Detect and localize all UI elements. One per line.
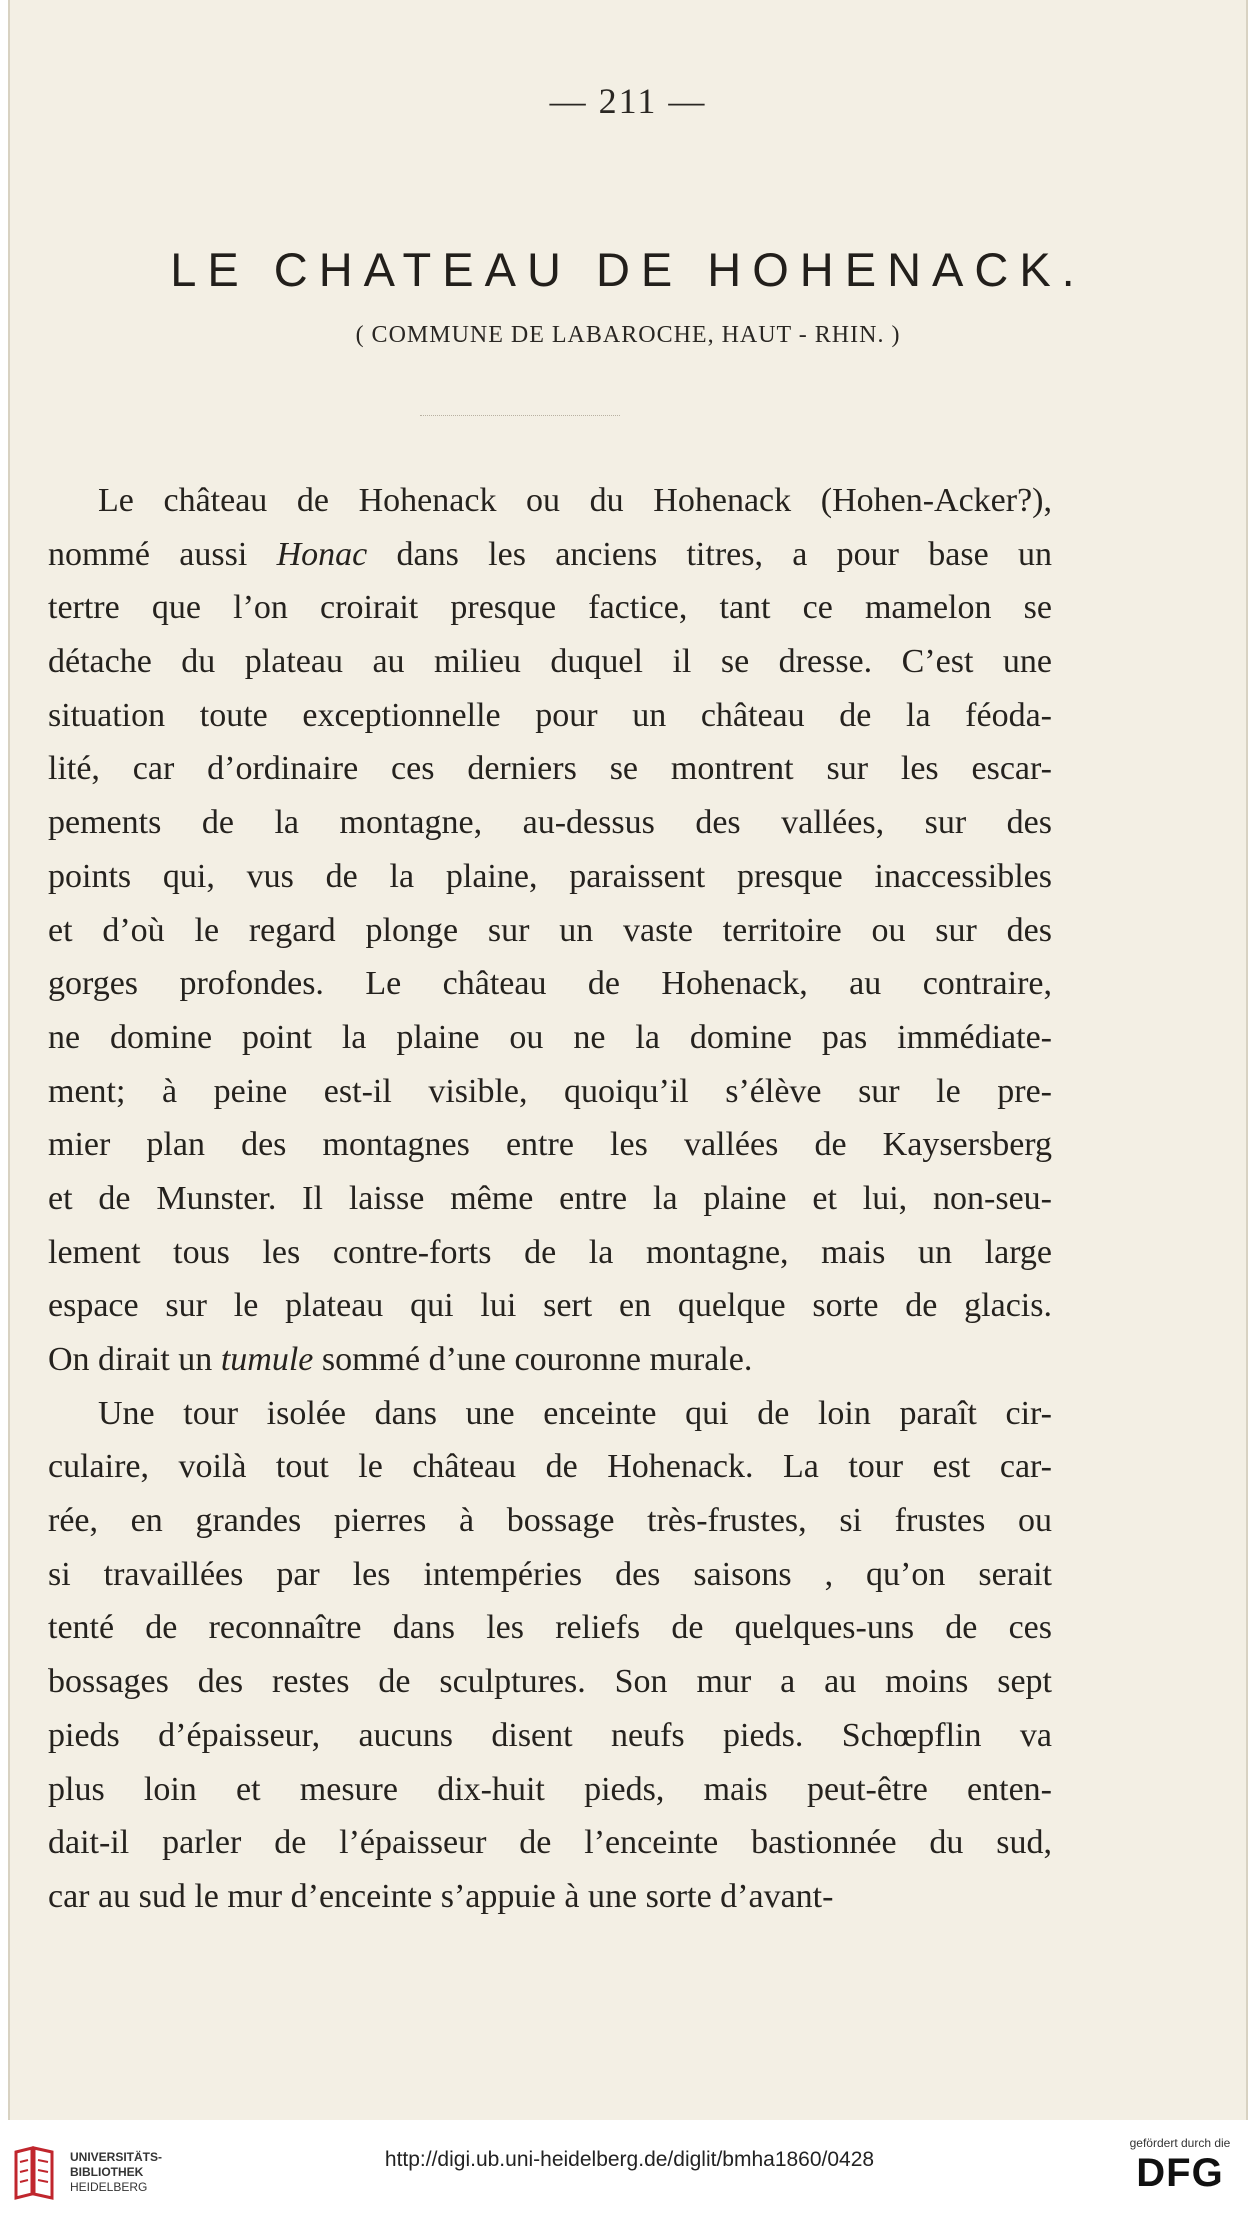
sponsor-block [1115, 2136, 1245, 2196]
text-line: tenté de reconnaître dans les reliefs de quelques-uns de ces [48, 1609, 1052, 1647]
text-line: Le château de Hohenack ou du Hohenack (Hohen-Acker?), [98, 482, 1052, 519]
text-line: si travaillées par les intempéries des saisons , qu’on serait [48, 1555, 1052, 1593]
text-line: dait-il parler de l’épaisseur de l’enceinte bastionnée du sud, [48, 1824, 1052, 1862]
text-line: Une tour isolée dans une enceinte qui de loin paraît cir- [98, 1394, 1052, 1432]
sponsor-label: gefördert durch die [1129, 2136, 1231, 2150]
text-line: détache du plateau au milieu duquel il se dresse. C’est une [48, 643, 1052, 681]
library-name-line3: HEIDELBERG [70, 2180, 148, 2194]
text-line: bossages des restes de sculptures. Son mur a au moins sept [48, 1663, 1052, 1701]
scanned-page [8, 0, 1248, 2120]
text-line: gorges profondes. Le château de Hohenack, au contraire, [48, 965, 1052, 1003]
dfg-logo[interactable]: DFG [1136, 2151, 1224, 2195]
text-line: tertre que l’on croirait presque factice, tant ce mamelon se [48, 589, 1052, 627]
text-line: espace sur le plateau qui lui sert en quelque sorte de glacis. [48, 1287, 1052, 1325]
text-line: ne domine point la plaine ou ne la domine pas immédiate- [48, 1018, 1052, 1056]
body-text [48, 474, 1052, 1924]
text-line: On dirait un tumule sommé d’une couronne murale. [48, 1341, 753, 1378]
text-line: nommé aussi Honac dans les anciens titres, a pour base un [48, 535, 1053, 573]
text-line: ment; à peine est-il visible, quoiqu’il s’élève sur le pre- [48, 1072, 1052, 1110]
text-line: et d’où le regard plonge sur un vaste territoire ou sur des [48, 911, 1052, 949]
footer [0, 2130, 1259, 2215]
chapter-title: LE CHATEAU DE HOHENACK. [170, 243, 1086, 296]
text-line: et de Munster. Il laisse même entre la plaine et lui, non-seu- [48, 1179, 1052, 1217]
chapter-subtitle: ( COMMUNE DE LABAROCHE, HAUT - RHIN. ) [355, 322, 901, 348]
text-line: points qui, vus de la plaine, paraissent presque inaccessibles [48, 857, 1052, 895]
text-line: rée, en grandes pierres à bossage très-frustes, si frustes ou [48, 1502, 1052, 1540]
text-line: culaire, voilà tout le château de Hohenack. La tour est car- [48, 1448, 1052, 1486]
text-line: car au sud le mur d’enceinte s’appuie à une sorte d’avant- [48, 1877, 834, 1915]
text-line: situation toute exceptionnelle pour un château de la féoda- [48, 696, 1052, 734]
title-divider [420, 415, 620, 416]
library-name-line2: BIBLIOTHEK [70, 2165, 144, 2179]
library-name-line1: UNIVERSITÄTS- [70, 2150, 163, 2164]
text-line: lité, car d’ordinaire ces derniers se montrent sur les escar- [48, 750, 1052, 788]
text-line: pements de la montagne, au-dessus des vallées, sur des [48, 804, 1052, 842]
permalink-url[interactable]: http://digi.ub.uni-heidelberg.de/diglit/bmha1860/0428 [384, 2148, 875, 2171]
page-number: — 211 — [549, 81, 707, 121]
text-line: lement tous les contre-forts de la montagne, mais un large [48, 1233, 1052, 1271]
italic-term: Honac [276, 535, 368, 573]
italic-term: tumule [220, 1341, 314, 1378]
text-line: pieds d’épaisseur, aucuns disent neufs pieds. Schœpflin va [48, 1716, 1052, 1754]
text-line: mier plan des montagnes entre les vallées de Kaysersberg [48, 1126, 1052, 1164]
text-line: plus loin et mesure dix-huit pieds, mais peut-être enten- [48, 1770, 1052, 1808]
